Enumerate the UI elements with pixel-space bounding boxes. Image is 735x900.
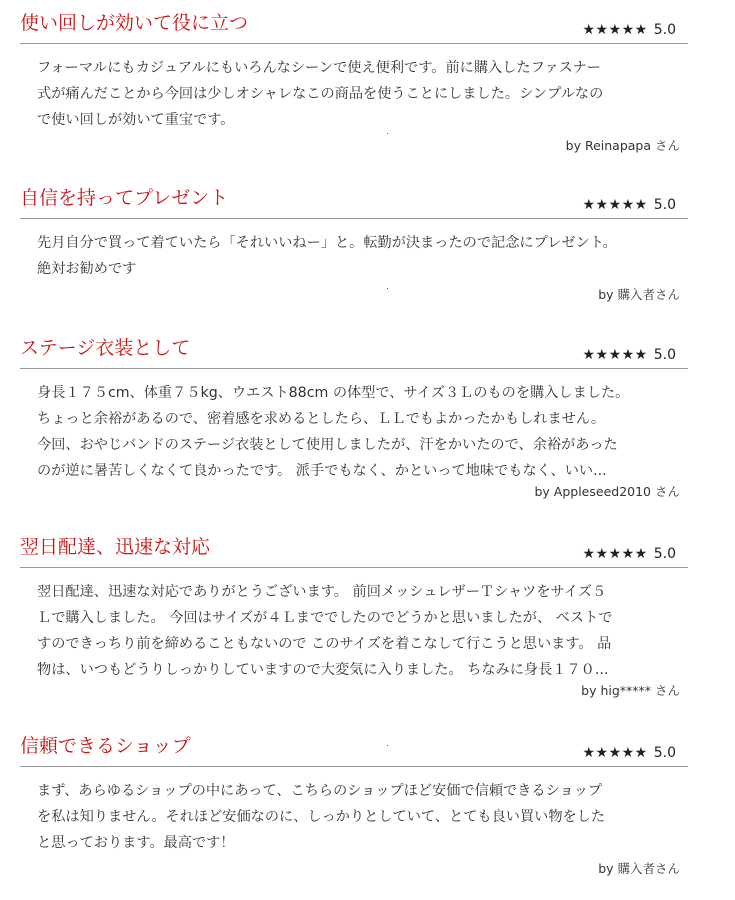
review-text-line: ちょっと余裕があるので、密着感を求めるとしたら、ＬＬでもよかったかもしれません。 (37, 411, 606, 427)
review-header (20, 10, 688, 44)
star-rating-icon: ★★★★★ (582, 745, 648, 761)
review-text-line: まず、あらゆるショップの中にあって、こちらのショップほど安価で信頼できるショップ (37, 783, 603, 799)
review-text-line: フォーマルにもカジュアルにもいろんなシーンで使え便利です。前に購入したファスナー (37, 60, 601, 76)
review-score: 5.0 (653, 347, 676, 363)
review-text-line: と思っております。最高です！ (37, 835, 235, 851)
review-text-line: 身長１７５cm、体重７５kg、ウエスト88cm の体型で、サイズ３Ｌのものを購入しました。 (37, 385, 630, 401)
review-author: by 購入者さん (598, 287, 680, 302)
review-text-line: 今回、おやじバンドのステージ衣装として使用しましたが、汗をかいたので、余裕があった (37, 437, 618, 453)
review-header (20, 733, 688, 767)
review-body (37, 579, 680, 683)
review-score: 5.0 (653, 197, 676, 213)
separator-dot (387, 133, 388, 134)
review-text-line: 翌日配達、迅速な対応でありがとうございます。 前回メッシュレザーＴシャツをサイズ５ (37, 584, 607, 600)
review-text-line: を私は知りません。それほど安価なのに、しっかりとしていて、とても良い買い物をした (37, 809, 606, 825)
review-score: 5.0 (653, 546, 676, 562)
review-card (20, 534, 688, 699)
review-header (20, 534, 688, 568)
review-card (20, 185, 688, 303)
review-author: by Reinapapa さん (565, 138, 680, 153)
review-author: by Appleseed2010 さん (534, 484, 680, 499)
review-text-line: で使い回しが効いて重宝です。 (37, 112, 235, 128)
review-header (20, 335, 688, 369)
review-text-line: 絶対お勧めです (37, 261, 137, 277)
review-body (37, 55, 680, 133)
review-text-line: 式が痛んだことから今回は少しオシャレなこの商品を使うことにしました。シンプルなの (37, 86, 604, 102)
review-rating (582, 743, 676, 763)
star-rating-icon: ★★★★★ (582, 546, 648, 562)
review-rating (582, 544, 676, 564)
star-rating-icon: ★★★★★ (582, 347, 648, 363)
star-rating-icon: ★★★★★ (582, 22, 648, 38)
review-body (37, 230, 680, 282)
review-text-line: すのできっちり前を締めることもないので このサイズを着こなして行こうと思います。 品 (37, 636, 612, 652)
review-text-line: 先月自分で買って着ていたら「それいいねー」と。転勤が決まったので記念にプレゼント。 (37, 235, 617, 251)
review-text-line: 物は、いつもどうりしっかりしていますので大変気に入りました。 ちなみに身長１７０... (37, 662, 609, 678)
review-rating (582, 195, 676, 215)
review-text-line: のが逆に暑苦しくなくて良かったです。 派手でもなく、かといって地味でもなく、いい... (37, 463, 607, 479)
review-card (20, 733, 688, 877)
separator-dot (387, 288, 388, 289)
review-title: 信頼できるショップ (20, 735, 191, 757)
review-header (20, 185, 688, 219)
review-title: ステージ衣装として (20, 337, 191, 359)
review-title: 自信を持ってプレゼント (20, 187, 229, 209)
review-text-line: Ｌで購入しました。 今回はサイズが４Ｌまででしたのでどうかと思いましたが、 ベストで (37, 610, 613, 626)
review-rating (582, 20, 676, 40)
review-author: by 購入者さん (598, 861, 680, 876)
review-title: 使い回しが効いて役に立つ (20, 12, 249, 34)
separator-dot (387, 745, 388, 746)
review-rating (582, 345, 676, 365)
review-body (37, 778, 680, 856)
review-card (20, 335, 688, 500)
star-rating-icon: ★★★★★ (582, 197, 648, 213)
review-body (37, 380, 680, 484)
review-author: by hig***** さん (581, 683, 680, 698)
review-card (20, 10, 688, 154)
review-score: 5.0 (653, 22, 676, 38)
review-score: 5.0 (653, 745, 676, 761)
review-title: 翌日配達、迅速な対応 (20, 536, 211, 558)
